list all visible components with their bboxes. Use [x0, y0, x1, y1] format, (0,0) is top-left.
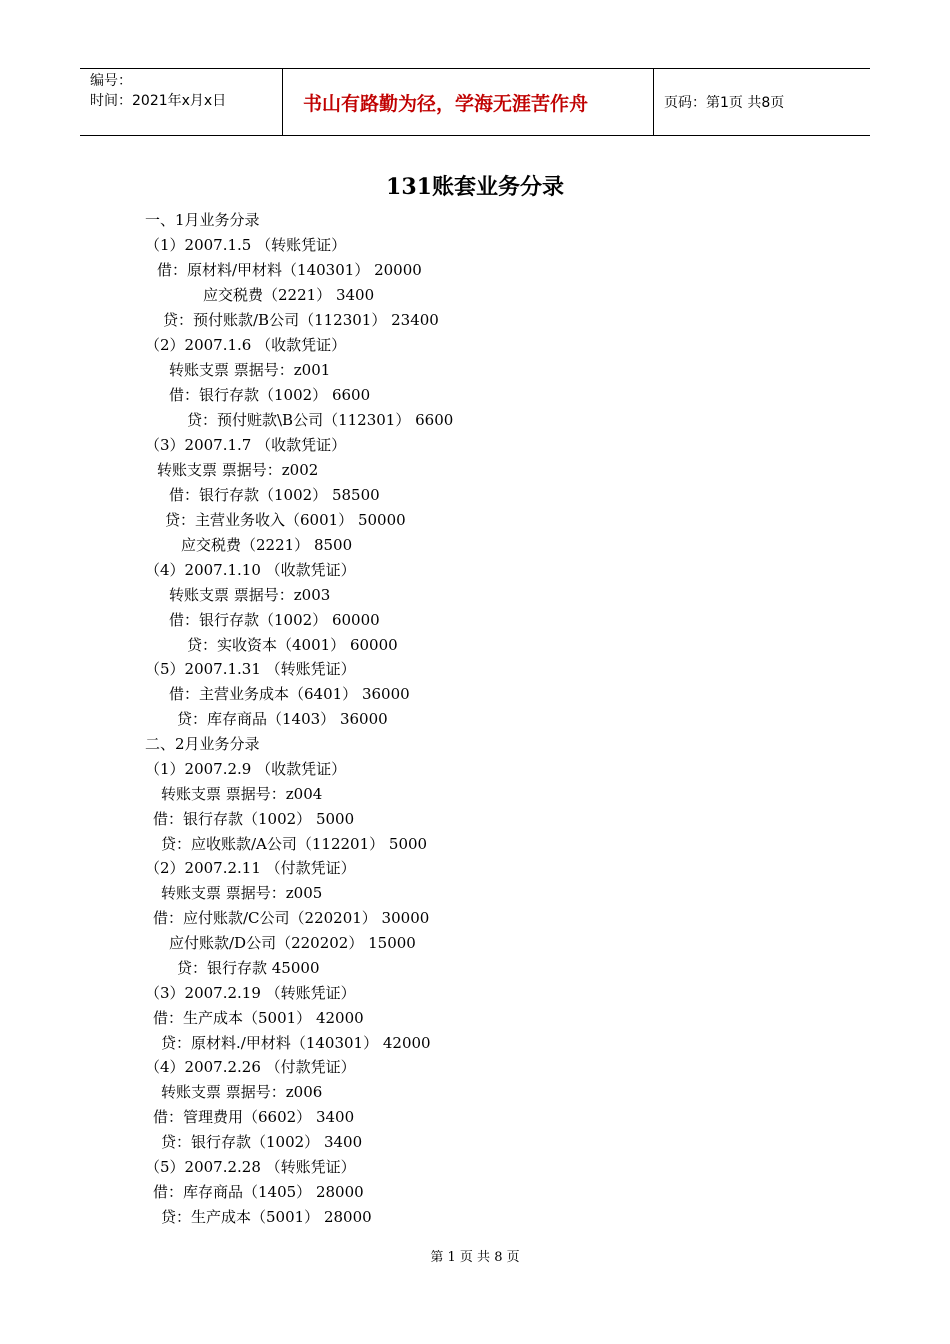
- entry-heading: （4）2007.1.10 （收款凭证）: [145, 561, 356, 579]
- entry-heading: （5）2007.1.31 （转账凭证）: [145, 660, 356, 678]
- header-motto: [282, 69, 654, 135]
- entry-line: 应付账款/D公司（220202） 15000: [169, 934, 416, 952]
- entry-line: 贷：应收账款/A公司（112201） 5000: [161, 835, 428, 853]
- entry-line: 转账支票 票据号：z001: [169, 361, 331, 379]
- entry-line: 借：银行存款（1002） 58500: [169, 486, 380, 504]
- entry-line: 贷：库存商品（1403） 36000: [177, 710, 388, 728]
- entry-line: 贷：预付赃款\B公司（112301） 6600: [187, 411, 454, 429]
- entry-line: 转账支票 票据号：z006: [161, 1083, 323, 1101]
- entry-line: 贷：实收资本（4001） 60000: [187, 636, 398, 654]
- entry-line: 贷：原材料./甲材料（140301） 42000: [161, 1034, 431, 1052]
- page-label: 页码：第1页 共8页: [664, 95, 785, 111]
- entry-heading: （4）2007.2.26 （付款凭证）: [145, 1058, 356, 1076]
- entry-heading: （5）2007.2.28 （转账凭证）: [145, 1158, 356, 1176]
- header-info: [80, 69, 282, 135]
- entry-line: 转账支票 票据号：z004: [161, 785, 323, 803]
- entry-heading: （1）2007.2.9 （收款凭证）: [145, 760, 347, 778]
- entry-line: 借：主营业务成本（6401） 36000: [169, 685, 410, 703]
- motto-text: 书山有路勤为径，学海无涯苦作舟: [303, 92, 589, 115]
- entry-heading: （2）2007.1.6 （收款凭证）: [145, 336, 347, 354]
- entry-line: 应交税费（2221） 3400: [203, 286, 375, 304]
- entry-line: 贷：银行存款（1002） 3400: [161, 1133, 363, 1151]
- entry-heading: （3）2007.1.7 （收款凭证）: [145, 436, 347, 454]
- entry-line: 借：管理费用（6602） 3400: [153, 1108, 355, 1126]
- entry-line: 借：银行存款（1002） 60000: [169, 611, 380, 629]
- entry-line: 借：银行存款（1002） 5000: [153, 810, 355, 828]
- entry-line: 贷：生产成本（5001） 28000: [161, 1208, 372, 1226]
- entry-line: 贷：预付账款/B公司（112301） 23400: [163, 311, 439, 329]
- entry-line: 借：库存商品（1405） 28000: [153, 1183, 364, 1201]
- entry-line: 转账支票 票据号：z002: [157, 461, 319, 479]
- entry-heading: （1）2007.1.5 （转账凭证）: [145, 236, 347, 254]
- number-label: 编号：: [90, 73, 132, 89]
- entry-line: 借：生产成本（5001） 42000: [153, 1009, 364, 1027]
- entry-line: 贷：主营业务收入（6001） 50000: [165, 511, 406, 529]
- header-page: [654, 69, 870, 135]
- entry-line: 借：银行存款（1002） 6600: [169, 386, 371, 404]
- entry-line: 借：应付账款/C公司（220201） 30000: [153, 909, 430, 927]
- section-heading: 二、2月业务分录: [145, 735, 260, 753]
- time-label: 时间：2021年x月x日: [90, 93, 227, 109]
- entry-line: 转账支票 票据号：z005: [161, 884, 323, 902]
- section-heading: 一、1月业务分录: [145, 211, 260, 229]
- page-footer: 第 1 页 共 8 页: [430, 1250, 520, 1265]
- entry-line: 转账支票 票据号：z003: [169, 586, 331, 604]
- entry-line: 贷：银行存款 45000: [177, 959, 320, 977]
- entry-heading: （2）2007.2.11 （付款凭证）: [145, 859, 356, 877]
- entry-line: 借：原材料/甲材料（140301） 20000: [157, 261, 422, 279]
- entry-line: 应交税费（2221） 8500: [181, 536, 353, 554]
- document-title: 131账套业务分录: [386, 174, 564, 200]
- entry-heading: （3）2007.2.19 （转账凭证）: [145, 984, 356, 1002]
- page-header: [80, 68, 870, 136]
